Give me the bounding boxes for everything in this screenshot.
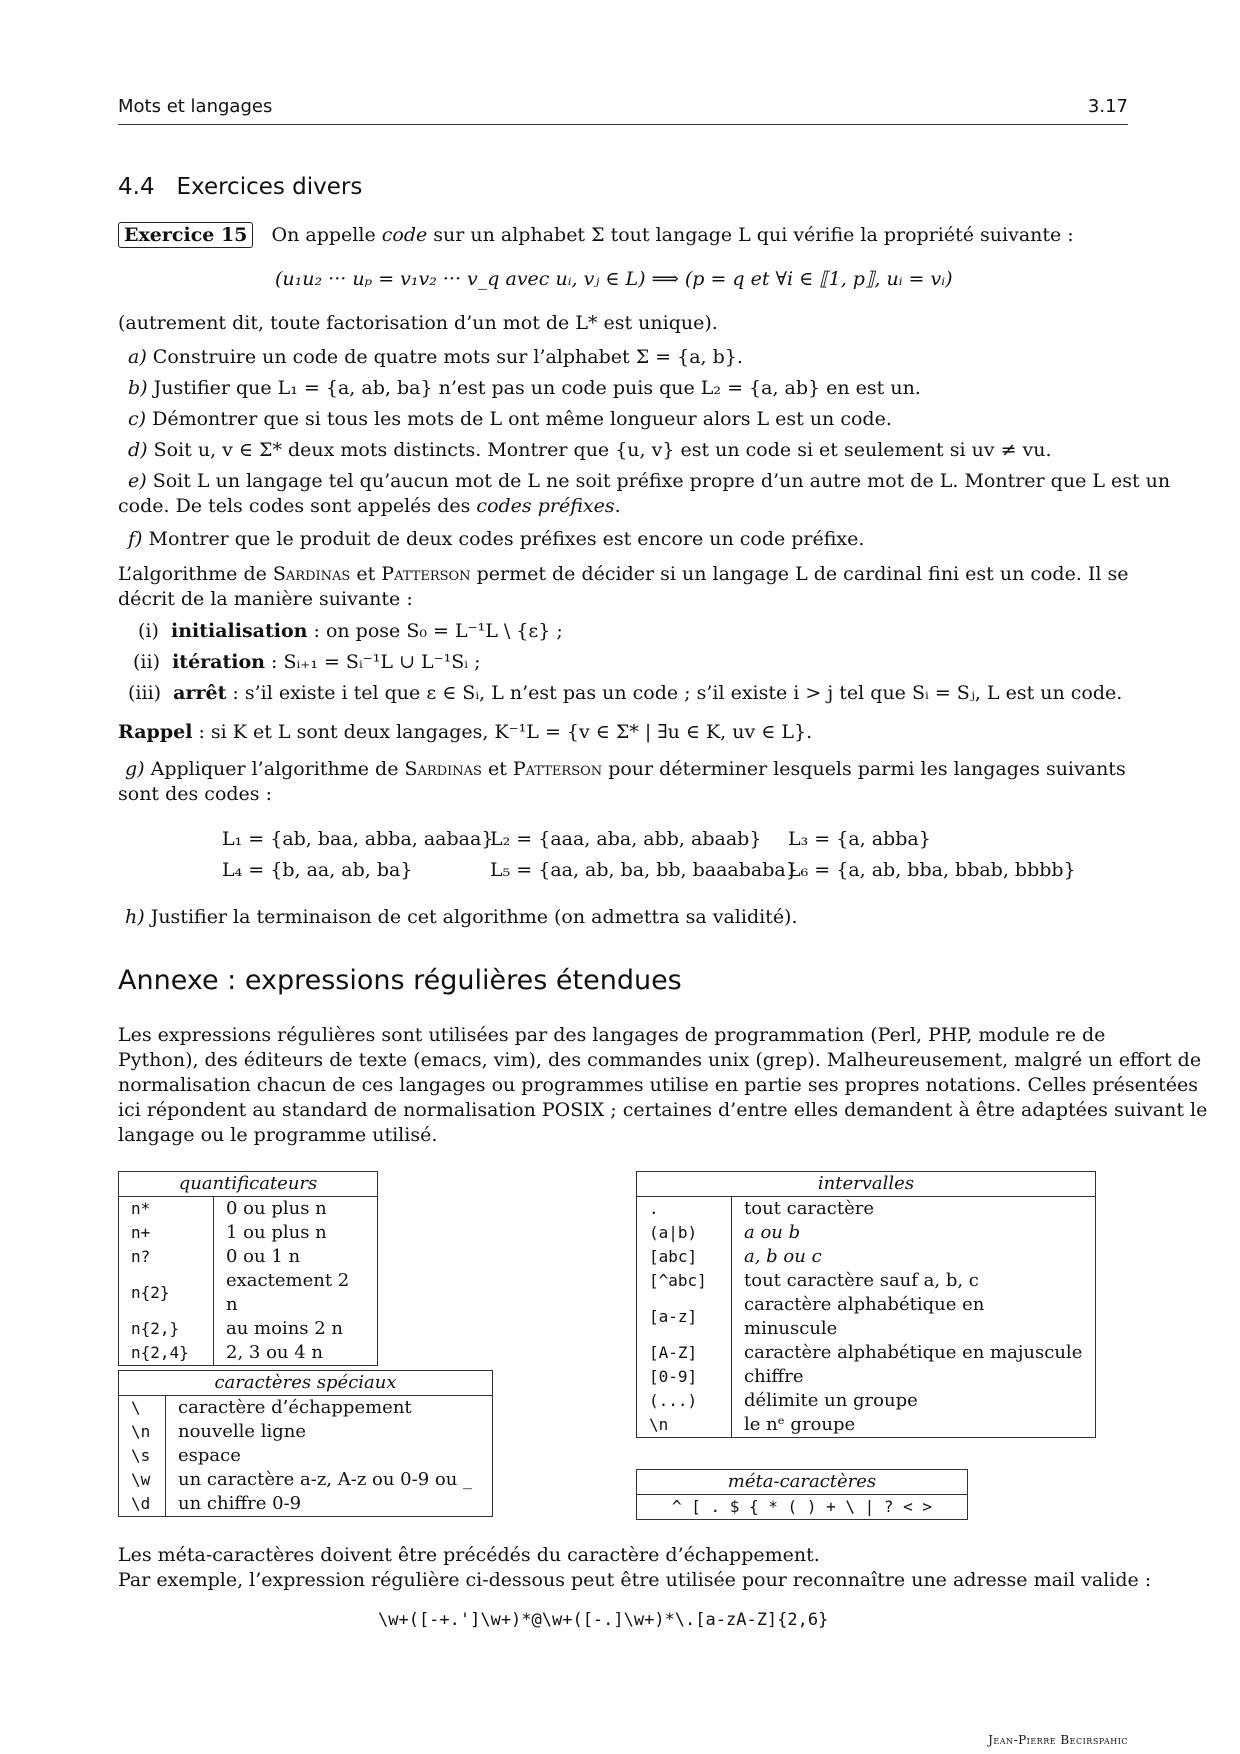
language-L1: L₁ = {ab, baa, abba, aabaa} <box>222 828 494 850</box>
algo-intro-cont: décrit de la manière suivante : <box>118 588 413 610</box>
table-row: (a|b) a ou b <box>637 1221 1096 1245</box>
item-e: e) Soit L un langage tel qu’aucun mot de L ne soit préfixe propre d’un autre mot de L. Montrer que L est un <box>128 470 1171 492</box>
table-row: n{2,4} 2, 3 ou 4 n <box>119 1341 378 1366</box>
annexe-paragraph: Les expressions régulières sont utilisées par des langages de programmation (Perl, PHP, module re de Python), des éditeurs de texte (emacs, vim), des commandes unix (grep). Malheureusement, malgré un effort de normalisation chacun de ces langages ou programmes utilise en partie ses propres notations. Celles présentées ici répondent au standard de normalisation POSIX ; certaines d’entre elles demandent à être adaptées suivant le langage ou le programme utilisé. <box>118 1024 1208 1146</box>
page-number: 3.17 <box>1087 96 1128 117</box>
table-row: \w un caractère a-z, A-z ou 0-9 ou _ <box>119 1468 493 1492</box>
item-f: f) Montrer que le produit de deux codes préfixes est encore un code préfixe. <box>128 528 865 550</box>
table-row: n{2} exactement 2 n <box>119 1269 378 1317</box>
table-row: [0-9] chiffre <box>637 1365 1096 1389</box>
exercise-formula: (u₁u₂ ··· uₚ = v₁v₂ ··· v_q avec uᵢ, vⱼ ∈ L) ⟹ (p = q et ∀i ∈ ⟦1, p⟧, uᵢ = vᵢ) <box>275 268 953 290</box>
item-c: c) Démontrer que si tous les mots de L ont même longueur alors L est un code. <box>128 408 892 430</box>
table-row: ^ [ . $ { * ( ) + \ | ? < > <box>637 1495 968 1520</box>
table-row: n* 0 ou plus n <box>119 1197 378 1222</box>
table-title: caractères spéciaux <box>119 1371 493 1396</box>
step-arret: (iii) arrêt : s’il existe i tel que ε ∈ Sᵢ, L n’est pas un code ; s’il existe i > j tel que Sᵢ = Sⱼ, L est un code. <box>128 682 1123 704</box>
language-L3: L₃ = {a, abba} <box>788 828 931 850</box>
header-title: Mots et langages <box>118 96 273 117</box>
table-quantificateurs <box>118 1171 378 1366</box>
rappel: Rappel : si K et L sont deux langages, K⁻¹L = {v ∈ Σ* | ∃u ∈ K, uv ∈ L}. <box>118 721 813 743</box>
item-g: g) Appliquer l’algorithme de Sardinas et Patterson pour déterminer lesquels parmi les langages suivants <box>125 758 1126 780</box>
section-heading <box>118 174 362 200</box>
table-row: [a-z] caractère alphabétique en minuscule <box>637 1293 1096 1341</box>
table-title: intervalles <box>637 1172 1096 1197</box>
step-iteration: (ii) itération : Sᵢ₊₁ = Sᵢ⁻¹L ∪ L⁻¹Sᵢ ; <box>133 651 481 673</box>
table-row: \n nouvelle ligne <box>119 1420 493 1444</box>
table-row: \d un chiffre 0-9 <box>119 1492 493 1517</box>
exercise-label: Exercice 15 <box>118 222 253 248</box>
exercise-intro: Exercice 15 On appelle code sur un alphabet Σ tout langage L qui vérifie la propriété suivante : <box>118 222 1074 248</box>
item-d: d) Soit u, v ∈ Σ* deux mots distincts. Montrer que {u, v} est un code si et seulement si uv ≠ vu. <box>128 439 1052 461</box>
meta-note: Les méta-caractères doivent être précédés du caractère d’échappement. <box>118 1544 820 1566</box>
annexe-title: Annexe : expressions régulières étendues <box>118 965 682 996</box>
item-a: a) Construire un code de quatre mots sur l’alphabet Σ = {a, b}. <box>128 346 743 368</box>
table-row: \s espace <box>119 1444 493 1468</box>
table-meta-caracteres <box>636 1469 968 1520</box>
table-row: n? 0 ou 1 n <box>119 1245 378 1269</box>
item-e-cont: code. De tels codes sont appelés des codes préfixes. <box>118 495 621 517</box>
regex-example: \w+([-+.']\w+)*@\w+([-.]\w+)*\.[a-zA-Z]{2,6} <box>378 1610 829 1630</box>
table-row: [abc] a, b ou c <box>637 1245 1096 1269</box>
table-row: \n le nᵉ groupe <box>637 1413 1096 1438</box>
table-intervalles <box>636 1171 1096 1438</box>
step-initialisation: (i) initialisation : on pose S₀ = L⁻¹L \ {ε} ; <box>138 620 563 642</box>
item-b: b) Justifier que L₁ = {a, ab, ba} n’est pas un code puis que L₂ = {a, ab} en est un. <box>128 377 921 399</box>
table-row: n+ 1 ou plus n <box>119 1221 378 1245</box>
footer-author: Jean-Pierre Becirspahic <box>988 1733 1128 1747</box>
table-row: . tout caractère <box>637 1197 1096 1222</box>
table-row: [A-Z] caractère alphabétique en majuscule <box>637 1341 1096 1365</box>
algo-intro: L’algorithme de Sardinas et Patterson permet de décider si un langage L de cardinal fini est un code. Il se <box>118 563 1129 585</box>
exercise-note: (autrement dit, toute factorisation d’un mot de L* est unique). <box>118 312 718 334</box>
table-row: (...) délimite un groupe <box>637 1389 1096 1413</box>
table-row: n{2,} au moins 2 n <box>119 1317 378 1341</box>
language-L5: L₅ = {aa, ab, ba, bb, baaababa} <box>490 859 798 881</box>
table-row: [^abc] tout caractère sauf a, b, c <box>637 1269 1096 1293</box>
page-header <box>118 96 1128 125</box>
item-h: h) Justifier la terminaison de cet algorithme (on admettra sa validité). <box>125 906 798 928</box>
table-row: \ caractère d’échappement <box>119 1396 493 1421</box>
table-title: méta-caractères <box>637 1470 968 1495</box>
language-L6: L₆ = {a, ab, bba, bbab, bbbb} <box>788 859 1076 881</box>
table-title: quantificateurs <box>119 1172 378 1197</box>
example-intro: Par exemple, l’expression régulière ci-dessous peut être utilisée pour reconnaître une adresse mail valide : <box>118 1569 1152 1591</box>
language-L2: L₂ = {aaa, aba, abb, abaab} <box>490 828 762 850</box>
table-caracteres-speciaux <box>118 1370 493 1517</box>
language-L4: L₄ = {b, aa, ab, ba} <box>222 859 413 881</box>
section-title: Exercices divers <box>176 174 363 200</box>
section-number: 4.4 <box>118 174 155 200</box>
item-g-cont: sont des codes : <box>118 783 272 805</box>
